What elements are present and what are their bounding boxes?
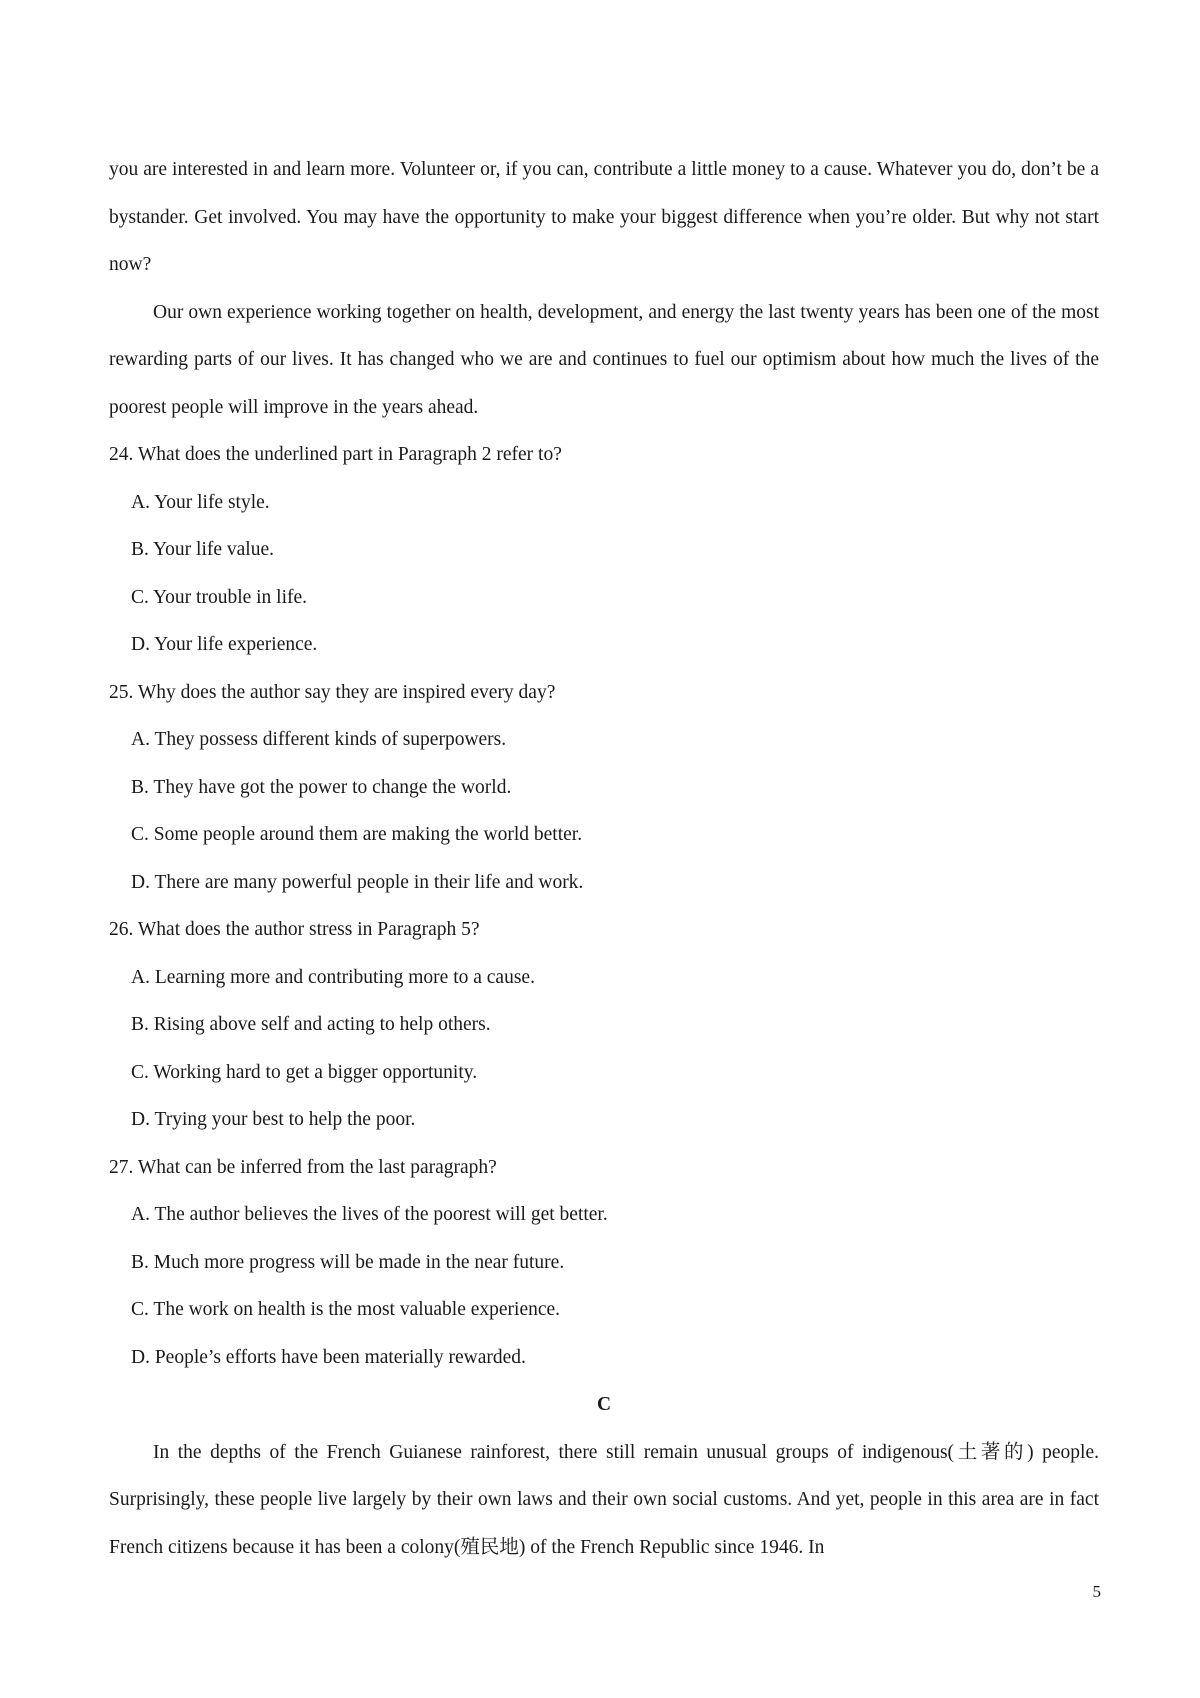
section-heading: C	[596, 1394, 612, 1415]
answer-option: B. Your life value.	[131, 539, 274, 560]
answer-option: A. Your life style.	[131, 491, 270, 513]
answer-option: B. Rising above self and acting to help others.	[131, 1014, 491, 1035]
question-stem: 26. What does the author stress in Paragraph 5?	[109, 919, 480, 940]
question-24	[109, 431, 1099, 669]
answer-option: D. People’s efforts have been materially rewarded.	[131, 1346, 526, 1368]
document-page	[109, 146, 1099, 1571]
answer-option: D. Your life experience.	[131, 634, 318, 655]
answer-option: D. There are many powerful people in their life and work.	[131, 871, 584, 893]
answer-option: A. They possess different kinds of superpowers.	[131, 729, 507, 750]
answer-option: B. They have got the power to change the world.	[131, 776, 512, 798]
passage-paragraph: In the depths of the French Guianese rainforest, there still remain unusual groups of indigenous(土著的) people. Surprisingly, these people live largely by their own laws and their own social customs. And yet, people in this area are in fact French citizens because it has been a colony(殖民地) of the French Republic since 1946. In	[109, 1441, 1099, 1558]
passage-paragraph: you are interested in and learn more. Volunteer or, if you can, contribute a little money to a cause. Whatever you do, don’t be a bystander. Get involved. You may have the opportunity to make your biggest difference when you’re older. But why not start now?	[109, 159, 1099, 275]
passage-paragraph: Our own experience working together on health, development, and energy the last twenty years has been one of the most rewarding parts of our lives. It has changed who we are and continues to fuel our optimism about how much the lives of the poorest people will improve in the years ahead.	[109, 301, 1099, 418]
answer-option: C. Some people around them are making the world better.	[131, 824, 583, 845]
answer-option: C. Working hard to get a bigger opportunity.	[131, 1061, 478, 1083]
answer-option: C. The work on health is the most valuable experience.	[131, 1299, 561, 1320]
answer-option: A. Learning more and contributing more to a cause.	[131, 966, 535, 988]
question-27	[109, 1144, 1099, 1382]
page-number: 5	[1092, 1582, 1101, 1601]
answer-option: D. Trying your best to help the poor.	[131, 1109, 416, 1130]
answer-option: A. The author believes the lives of the poorest will get better.	[131, 1204, 608, 1225]
question-25	[109, 669, 1099, 907]
question-stem: 27. What can be inferred from the last paragraph?	[109, 1156, 497, 1178]
answer-option: B. Much more progress will be made in the near future.	[131, 1251, 565, 1273]
answer-option: C. Your trouble in life.	[131, 586, 308, 608]
question-stem: 25. Why does the author say they are inspired every day?	[109, 681, 556, 703]
question-26	[109, 906, 1099, 1144]
question-stem: 24. What does the underlined part in Paragraph 2 refer to?	[109, 444, 562, 465]
